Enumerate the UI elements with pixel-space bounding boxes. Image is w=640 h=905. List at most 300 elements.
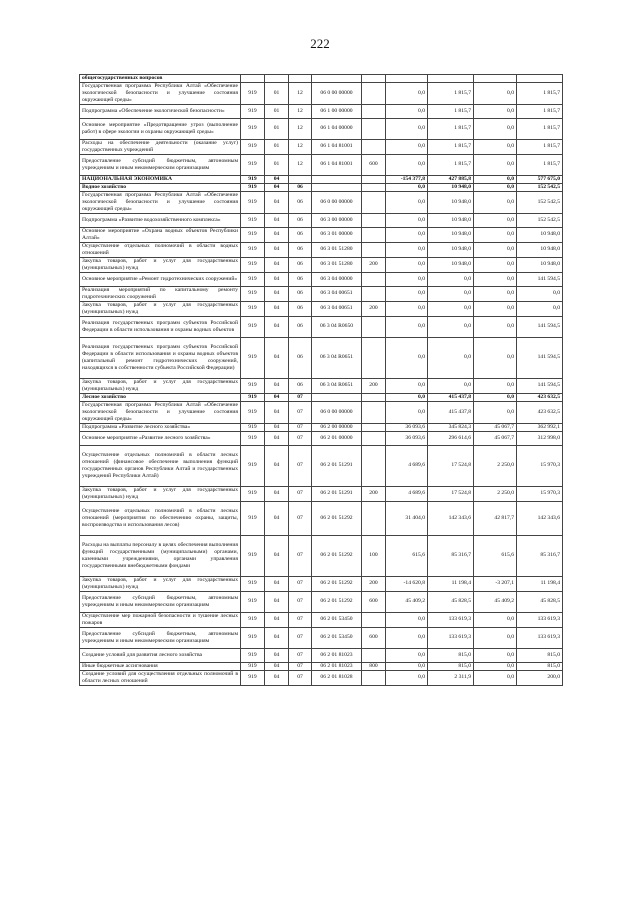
amount-cell-4: 10 948,0 [517, 227, 563, 242]
amount-cell-3: 0,0 [474, 104, 517, 118]
code-cell: 919 [241, 431, 265, 445]
amount-cell-2: 0,0 [428, 378, 474, 393]
expense-type-cell: 600 [362, 591, 386, 612]
amount-cell-4: 815,0 [517, 662, 563, 670]
amount-cell-4: 0,0 [517, 286, 563, 301]
row-name-cell: Подпрограмма «Развитие водохозяйственного комплекса» [80, 213, 241, 227]
amount-cell-4: 1 815,7 [517, 118, 563, 139]
subsection-cell [289, 75, 312, 83]
subsection-cell: 07 [289, 445, 312, 486]
target-article-cell [312, 175, 362, 183]
table-row [80, 316, 563, 337]
target-article-cell: 06 3 04 00651 [312, 301, 362, 316]
subsection-cell: 07 [289, 431, 312, 445]
code-cell: 919 [241, 401, 265, 423]
subsection-cell: 06 [289, 378, 312, 393]
target-article-cell: 06 3 01 51280 [312, 257, 362, 272]
code-cell: 919 [241, 648, 265, 662]
amount-cell-2: 296 614,6 [428, 431, 474, 445]
expense-type-cell: 100 [362, 535, 386, 576]
code-cell: 919 [241, 576, 265, 591]
table-row [80, 257, 563, 272]
amount-cell-3: 2 250,0 [474, 486, 517, 501]
code-cell: 919 [241, 118, 265, 139]
amount-cell-3: 0,0 [474, 154, 517, 175]
section-cell: 01 [265, 154, 289, 175]
amount-cell-4: 15 970,3 [517, 445, 563, 486]
target-article-cell [312, 393, 362, 401]
expense-type-cell [362, 139, 386, 154]
table-row [80, 431, 563, 445]
expense-type-cell [362, 104, 386, 118]
table-row [80, 535, 563, 576]
expense-type-cell [362, 191, 386, 213]
expense-type-cell [362, 183, 386, 191]
subsection-cell: 07 [289, 393, 312, 401]
amount-cell-2: 427 885,8 [428, 175, 474, 183]
section-cell: 04 [265, 662, 289, 670]
amount-cell-4 [517, 75, 563, 83]
amount-cell-1: 4 689,6 [386, 445, 428, 486]
amount-cell-3: 0,0 [474, 662, 517, 670]
amount-cell-3: 0,0 [474, 378, 517, 393]
amount-cell-4: 362 992,1 [517, 423, 563, 431]
table-row [80, 401, 563, 423]
target-article-cell: 06 3 00 00000 [312, 213, 362, 227]
amount-cell-4: 45 828,5 [517, 591, 563, 612]
target-article-cell: 06 2 01 51291 [312, 445, 362, 486]
row-name-cell: общегосударственных вопросов [80, 75, 241, 83]
row-name-cell: Государственная программа Республики Алтай «Обеспечение экологической безопасности и улучшение состояния окружающей среды» [80, 82, 241, 104]
target-article-cell [312, 75, 362, 83]
table-row [80, 139, 563, 154]
amount-cell-4: 815,0 [517, 648, 563, 662]
target-article-cell: 06 3 04 R0651 [312, 337, 362, 378]
row-name-cell: Основное мероприятие «Предотвращение угроз (выполнение работ) в сфере экологии и охраны окружающей среды» [80, 118, 241, 139]
table-row [80, 242, 563, 257]
expense-type-cell [362, 648, 386, 662]
subsection-cell: 06 [289, 242, 312, 257]
row-name-cell: Подпрограмма «Обеспечение экологической безопасности» [80, 104, 241, 118]
expense-type-cell [362, 118, 386, 139]
section-cell: 04 [265, 191, 289, 213]
amount-cell-3: 0,0 [474, 337, 517, 378]
subsection-cell: 07 [289, 648, 312, 662]
table-row [80, 286, 563, 301]
amount-cell-1: 0,0 [386, 242, 428, 257]
section-cell: 04 [265, 535, 289, 576]
subsection-cell: 06 [289, 191, 312, 213]
subsection-cell: 07 [289, 535, 312, 576]
amount-cell-2: 1 815,7 [428, 118, 474, 139]
table-row [80, 175, 563, 183]
row-name-cell: Реализация государственных программ субъектов Российской Федерации в области использования и охраны водных объектов (капитальный ремонт гидротехнических сооружений, находящихся в собственности субъекта Российской Федерации) [80, 337, 241, 378]
amount-cell-3: 0,0 [474, 139, 517, 154]
amount-cell-3: 0,0 [474, 82, 517, 104]
amount-cell-3: 45 067,7 [474, 423, 517, 431]
expense-type-cell [362, 75, 386, 83]
code-cell: 919 [241, 670, 265, 685]
row-name-cell: Предоставление субсидий бюджетным, автономным учреждениям и иным некоммерческим организациям [80, 591, 241, 612]
amount-cell-3: 0,0 [474, 272, 517, 286]
table-row [80, 670, 563, 685]
amount-cell-1: 0,0 [386, 670, 428, 685]
amount-cell-3: 45 409,2 [474, 591, 517, 612]
subsection-cell: 06 [289, 337, 312, 378]
amount-cell-1: 0,0 [386, 82, 428, 104]
row-name-cell: Осуществление мер пожарной безопасности и тушение лесных пожаров [80, 612, 241, 627]
budget-table [79, 74, 563, 686]
subsection-cell: 07 [289, 670, 312, 685]
amount-cell-1: 0,0 [386, 662, 428, 670]
section-cell: 04 [265, 183, 289, 191]
section-cell: 01 [265, 139, 289, 154]
amount-cell-2: 133 619,3 [428, 627, 474, 648]
code-cell: 919 [241, 535, 265, 576]
row-name-cell: Основное мероприятие «Охрана водных объектов Республики Алтай» [80, 227, 241, 242]
expense-type-cell [362, 612, 386, 627]
code-cell: 919 [241, 591, 265, 612]
amount-cell-2: 815,0 [428, 648, 474, 662]
amount-cell-3 [474, 75, 517, 83]
table-row [80, 337, 563, 378]
code-cell: 919 [241, 393, 265, 401]
amount-cell-3: 0,0 [474, 175, 517, 183]
code-cell: 919 [241, 257, 265, 272]
amount-cell-2: 133 619,3 [428, 612, 474, 627]
amount-cell-2: 17 524,8 [428, 486, 474, 501]
target-article-cell: 06 2 01 81028 [312, 670, 362, 685]
amount-cell-2: 345 824,3 [428, 423, 474, 431]
target-article-cell: 06 1 04 81001 [312, 154, 362, 175]
target-article-cell: 06 1 04 00000 [312, 118, 362, 139]
budget-table-body [80, 75, 563, 686]
table-row [80, 104, 563, 118]
subsection-cell: 07 [289, 501, 312, 535]
subsection-cell: 12 [289, 104, 312, 118]
amount-cell-1: 0,0 [386, 191, 428, 213]
table-row [80, 272, 563, 286]
target-article-cell: 06 3 01 00000 [312, 227, 362, 242]
amount-cell-1: 36 093,6 [386, 431, 428, 445]
subsection-cell: 12 [289, 82, 312, 104]
amount-cell-4: 1 815,7 [517, 82, 563, 104]
code-cell: 919 [241, 242, 265, 257]
code-cell: 919 [241, 301, 265, 316]
amount-cell-2: 85 316,7 [428, 535, 474, 576]
section-cell: 04 [265, 257, 289, 272]
table-row [80, 213, 563, 227]
amount-cell-1: 0,0 [386, 227, 428, 242]
expense-type-cell: 200 [362, 576, 386, 591]
subsection-cell [289, 175, 312, 183]
row-name-cell: Закупка товаров, работ и услуг для государственных (муниципальных) нужд [80, 486, 241, 501]
amount-cell-4: 152 542,5 [517, 191, 563, 213]
amount-cell-2: 17 524,8 [428, 445, 474, 486]
code-cell: 919 [241, 501, 265, 535]
table-row [80, 154, 563, 175]
code-cell: 919 [241, 272, 265, 286]
amount-cell-4: 133 619,3 [517, 627, 563, 648]
amount-cell-4: 152 542,5 [517, 213, 563, 227]
amount-cell-2: 1 815,7 [428, 139, 474, 154]
code-cell: 919 [241, 213, 265, 227]
code-cell: 919 [241, 445, 265, 486]
section-cell: 04 [265, 175, 289, 183]
subsection-cell: 06 [289, 213, 312, 227]
row-name-cell: Государственная программа Республики Алтай «Обеспечение экологической безопасности и улучшение состояния окружающей среды» [80, 191, 241, 213]
section-cell: 04 [265, 393, 289, 401]
section-cell: 01 [265, 82, 289, 104]
amount-cell-1: 0,0 [386, 378, 428, 393]
table-row [80, 191, 563, 213]
amount-cell-1: -14 620,8 [386, 576, 428, 591]
amount-cell-3: 45 067,7 [474, 431, 517, 445]
table-row [80, 301, 563, 316]
code-cell: 919 [241, 175, 265, 183]
code-cell: 919 [241, 486, 265, 501]
amount-cell-3: 615,6 [474, 535, 517, 576]
section-cell: 04 [265, 337, 289, 378]
amount-cell-1: 45 409,2 [386, 591, 428, 612]
table-row [80, 423, 563, 431]
table-row [80, 627, 563, 648]
table-row [80, 378, 563, 393]
section-cell: 01 [265, 118, 289, 139]
section-cell: 04 [265, 378, 289, 393]
table-row [80, 662, 563, 670]
amount-cell-3: 0,0 [474, 257, 517, 272]
row-name-cell: Осуществление отдельных полномочий в области лесных отношений (мероприятия по обеспечению охраны, защиты, воспроизводства и использования лесов) [80, 501, 241, 535]
amount-cell-3: 0,0 [474, 242, 517, 257]
amount-cell-4: 577 675,0 [517, 175, 563, 183]
amount-cell-3: 2 250,0 [474, 445, 517, 486]
table-row [80, 576, 563, 591]
row-name-cell: Реализация государственных программ субъектов Российской Федерации в области использования и охраны водных объектов [80, 316, 241, 337]
subsection-cell: 07 [289, 627, 312, 648]
amount-cell-4: 423 632,5 [517, 393, 563, 401]
row-name-cell: Иные бюджетные ассигнования [80, 662, 241, 670]
code-cell: 919 [241, 612, 265, 627]
row-name-cell: Создание условий для развития лесного хозяйства [80, 648, 241, 662]
target-article-cell: 06 0 00 00000 [312, 401, 362, 423]
expense-type-cell: 800 [362, 662, 386, 670]
amount-cell-1: 31 404,0 [386, 501, 428, 535]
expense-type-cell [362, 227, 386, 242]
target-article-cell: 06 2 01 00000 [312, 431, 362, 445]
amount-cell-3: 0,0 [474, 227, 517, 242]
code-cell: 919 [241, 423, 265, 431]
section-cell: 04 [265, 576, 289, 591]
amount-cell-1: 0,0 [386, 286, 428, 301]
subsection-cell: 12 [289, 139, 312, 154]
code-cell: 919 [241, 154, 265, 175]
amount-cell-4: 0,0 [517, 301, 563, 316]
subsection-cell: 06 [289, 183, 312, 191]
target-article-cell: 06 0 00 00000 [312, 191, 362, 213]
section-cell: 01 [265, 104, 289, 118]
table-row [80, 612, 563, 627]
amount-cell-4: 11 198,4 [517, 576, 563, 591]
section-cell: 04 [265, 670, 289, 685]
code-cell: 919 [241, 662, 265, 670]
amount-cell-4: 141 594,5 [517, 316, 563, 337]
row-name-cell: НАЦИОНАЛЬНАЯ ЭКОНОМИКА [80, 175, 241, 183]
amount-cell-4: 133 619,3 [517, 612, 563, 627]
target-article-cell: 06 2 01 51292 [312, 591, 362, 612]
amount-cell-4: 152 542,5 [517, 183, 563, 191]
amount-cell-2: 10 948,0 [428, 227, 474, 242]
section-cell [265, 75, 289, 83]
amount-cell-3: -3 207,1 [474, 576, 517, 591]
amount-cell-1: 0,0 [386, 213, 428, 227]
amount-cell-3: 0,0 [474, 401, 517, 423]
target-article-cell: 06 3 04 R0650 [312, 316, 362, 337]
expense-type-cell [362, 242, 386, 257]
expense-type-cell [362, 82, 386, 104]
row-name-cell: Основное мероприятие «Ремонт гидротехнических сооружений» [80, 272, 241, 286]
code-cell: 919 [241, 104, 265, 118]
row-name-cell: Водное хозяйство [80, 183, 241, 191]
row-name-cell: Создание условий для осуществления отдельных полномочий в области лесных отношений [80, 670, 241, 685]
code-cell: 919 [241, 378, 265, 393]
amount-cell-2: 0,0 [428, 316, 474, 337]
code-cell: 919 [241, 139, 265, 154]
expense-type-cell: 600 [362, 154, 386, 175]
target-article-cell: 06 2 01 81023 [312, 662, 362, 670]
amount-cell-1: 0,0 [386, 627, 428, 648]
section-cell: 04 [265, 242, 289, 257]
row-name-cell: Закупка товаров, работ и услуг для государственных (муниципальных) нужд [80, 301, 241, 316]
amount-cell-2: 0,0 [428, 286, 474, 301]
amount-cell-4: 1 815,7 [517, 154, 563, 175]
amount-cell-4: 85 316,7 [517, 535, 563, 576]
subsection-cell: 07 [289, 591, 312, 612]
section-cell: 04 [265, 431, 289, 445]
section-cell: 04 [265, 591, 289, 612]
amount-cell-3: 0,0 [474, 301, 517, 316]
amount-cell-3: 42 817,7 [474, 501, 517, 535]
subsection-cell: 06 [289, 272, 312, 286]
amount-cell-2: 10 948,0 [428, 191, 474, 213]
amount-cell-2: 0,0 [428, 301, 474, 316]
expense-type-cell: 200 [362, 378, 386, 393]
target-article-cell: 06 0 00 00000 [312, 82, 362, 104]
section-cell: 04 [265, 272, 289, 286]
amount-cell-1: -154 377,8 [386, 175, 428, 183]
target-article-cell: 06 2 00 00000 [312, 423, 362, 431]
expense-type-cell: 200 [362, 301, 386, 316]
target-article-cell: 06 3 04 00000 [312, 272, 362, 286]
table-row [80, 118, 563, 139]
amount-cell-3: 0,0 [474, 286, 517, 301]
row-name-cell: Основное мероприятие «Развитие лесного хозяйства» [80, 431, 241, 445]
amount-cell-2: 0,0 [428, 272, 474, 286]
table-row [80, 648, 563, 662]
subsection-cell: 12 [289, 118, 312, 139]
target-article-cell: 06 3 04 00651 [312, 286, 362, 301]
row-name-cell: Осуществление отдельных полномочий в области водных отношений [80, 242, 241, 257]
amount-cell-1: 0,0 [386, 316, 428, 337]
amount-cell-4: 312 998,0 [517, 431, 563, 445]
row-name-cell: Подпрограмма «Развитие лесного хозяйства» [80, 423, 241, 431]
section-cell: 04 [265, 286, 289, 301]
code-cell: 919 [241, 191, 265, 213]
amount-cell-1 [386, 75, 428, 83]
amount-cell-4: 423 632,5 [517, 401, 563, 423]
code-cell: 919 [241, 82, 265, 104]
row-name-cell: Расходы на обеспечение деятельности (оказание услуг) государственных учреждений [80, 139, 241, 154]
subsection-cell: 06 [289, 286, 312, 301]
amount-cell-3: 0,0 [474, 648, 517, 662]
code-cell: 919 [241, 286, 265, 301]
table-row [80, 393, 563, 401]
expense-type-cell [362, 175, 386, 183]
amount-cell-1: 0,0 [386, 401, 428, 423]
amount-cell-2: 10 948,0 [428, 183, 474, 191]
amount-cell-1: 0,0 [386, 393, 428, 401]
target-article-cell [312, 183, 362, 191]
amount-cell-4: 141 594,5 [517, 337, 563, 378]
section-cell: 04 [265, 612, 289, 627]
row-name-cell: Предоставление субсидий бюджетным, автономным учреждениям и иным некоммерческим организациям [80, 627, 241, 648]
subsection-cell: 07 [289, 576, 312, 591]
expense-type-cell [362, 316, 386, 337]
target-article-cell: 06 2 01 51292 [312, 576, 362, 591]
amount-cell-1: 0,0 [386, 301, 428, 316]
amount-cell-4: 142 343,6 [517, 501, 563, 535]
expense-type-cell [362, 213, 386, 227]
amount-cell-2: 815,0 [428, 662, 474, 670]
subsection-cell: 12 [289, 154, 312, 175]
amount-cell-4: 1 815,7 [517, 104, 563, 118]
page-number: 222 [310, 36, 330, 51]
subsection-cell: 07 [289, 612, 312, 627]
target-article-cell: 06 2 01 81023 [312, 648, 362, 662]
amount-cell-2: 0,0 [428, 337, 474, 378]
expense-type-cell [362, 286, 386, 301]
amount-cell-3: 0,0 [474, 118, 517, 139]
amount-cell-4: 10 948,0 [517, 242, 563, 257]
amount-cell-3: 0,0 [474, 183, 517, 191]
amount-cell-4: 200,0 [517, 670, 563, 685]
amount-cell-3: 0,0 [474, 670, 517, 685]
amount-cell-3: 0,0 [474, 627, 517, 648]
code-cell: 919 [241, 337, 265, 378]
amount-cell-1: 36 093,6 [386, 423, 428, 431]
subsection-cell: 07 [289, 486, 312, 501]
amount-cell-1: 0,0 [386, 183, 428, 191]
amount-cell-2: 415 437,8 [428, 401, 474, 423]
amount-cell-4: 141 594,5 [517, 378, 563, 393]
section-cell: 04 [265, 423, 289, 431]
amount-cell-1: 0,0 [386, 648, 428, 662]
table-row [80, 183, 563, 191]
row-name-cell: Закупка товаров, работ и услуг для государственных (муниципальных) нужд [80, 576, 241, 591]
amount-cell-4: 10 948,0 [517, 257, 563, 272]
row-name-cell: Закупка товаров, работ и услуг для государственных (муниципальных) нужд [80, 257, 241, 272]
amount-cell-2: 45 828,5 [428, 591, 474, 612]
table-row [80, 445, 563, 486]
amount-cell-2: 10 948,0 [428, 213, 474, 227]
amount-cell-4: 141 594,5 [517, 272, 563, 286]
table-row [80, 501, 563, 535]
target-article-cell: 06 2 01 51292 [312, 501, 362, 535]
amount-cell-2: 1 815,7 [428, 82, 474, 104]
amount-cell-1: 0,0 [386, 139, 428, 154]
amount-cell-2: 142 343,6 [428, 501, 474, 535]
amount-cell-1: 4 689,6 [386, 486, 428, 501]
